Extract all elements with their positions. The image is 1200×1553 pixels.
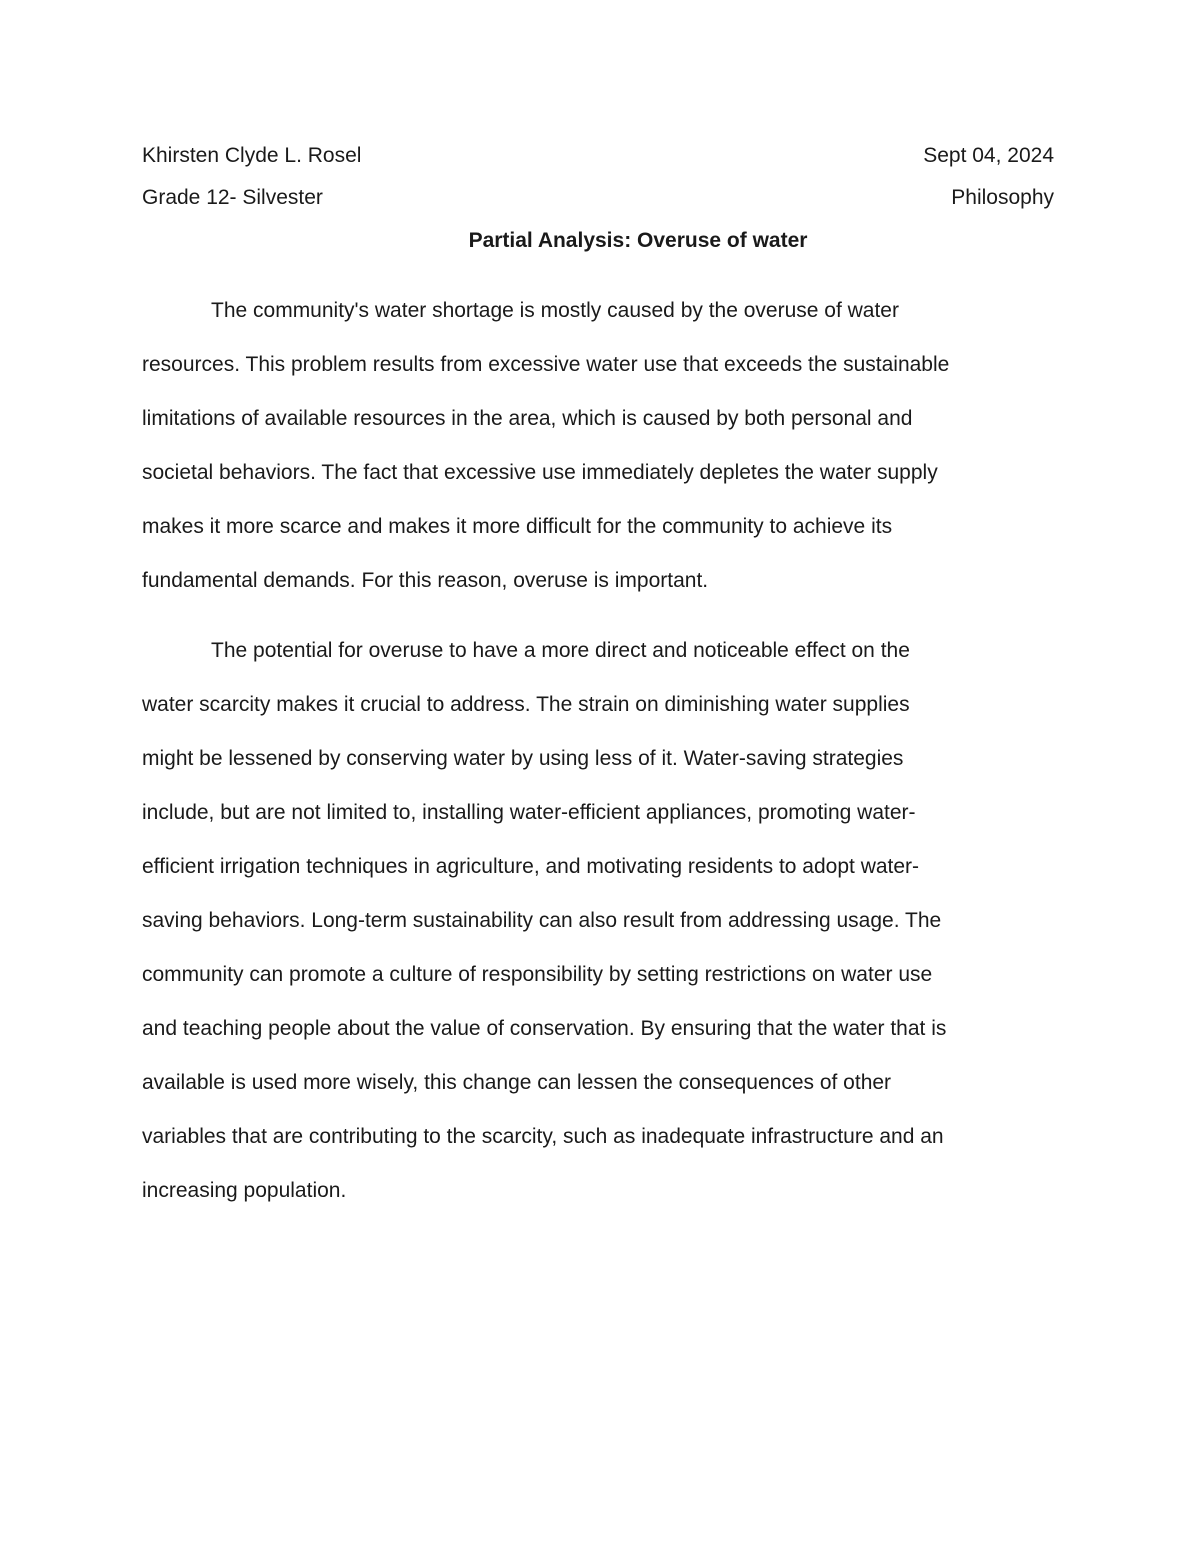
paragraph-line: efficient irrigation techniques in agriculture, and motivating residents to adopt water- [142,855,920,878]
paragraph-line: include, but are not limited to, installing water-efficient appliances, promoting water- [142,801,916,824]
header-row-grade-subject [142,186,1054,210]
paragraph-line: water scarcity makes it crucial to address. The strain on diminishing water supplies [142,693,910,716]
paragraph-line: and teaching people about the value of conservation. By ensuring that the water that is [142,1017,947,1040]
author-name: Khirsten Clyde L. Rosel [142,144,362,167]
paragraph-line: resources. This problem results from excessive water use that exceeds the sustainable [142,353,950,376]
document-date: Sept 04, 2024 [923,144,1054,167]
paragraph-line: The potential for overuse to have a more direct and noticeable effect on the [211,639,910,662]
paragraph-line: fundamental demands. For this reason, overuse is important. [142,569,709,592]
paragraph-line: might be lessened by conserving water by using less of it. Water-saving strategies [142,747,904,770]
paragraph-line: The community's water shortage is mostly caused by the overuse of water [211,299,899,322]
header-row-author-date [142,144,1054,168]
paragraph-line: community can promote a culture of responsibility by setting restrictions on water use [142,963,933,986]
paragraph-line: available is used more wisely, this change can lessen the consequences of other [142,1071,892,1094]
subject: Philosophy [951,186,1054,209]
paragraph-line: variables that are contributing to the scarcity, such as inadequate infrastructure and an [142,1125,944,1148]
grade-section: Grade 12- Silvester [142,186,323,209]
paragraph-line: increasing population. [142,1179,347,1202]
document-title: Partial Analysis: Overuse of water [468,229,808,252]
paragraph-line: societal behaviors. The fact that excessive use immediately depletes the water supply [142,461,938,484]
paragraph-line: limitations of available resources in the area, which is caused by both personal and [142,407,913,430]
paragraph-line: makes it more scarce and makes it more difficult for the community to achieve its [142,515,893,538]
paragraph-line: saving behaviors. Long-term sustainability can also result from addressing usage. The [142,909,942,932]
